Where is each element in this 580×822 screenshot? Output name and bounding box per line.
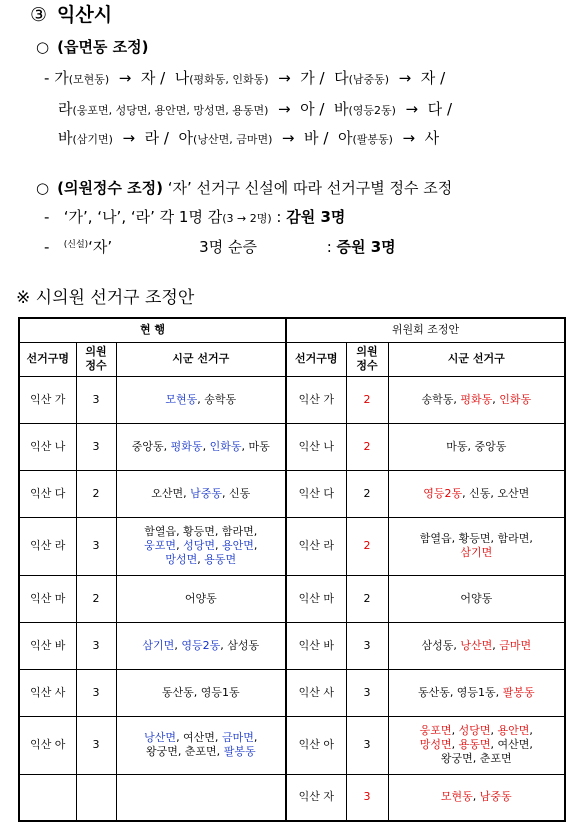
current-district-name: 익산 라 — [19, 517, 76, 575]
area-name: , 여산면, — [490, 738, 533, 751]
district-letter: 나 — [174, 69, 190, 87]
area-name: 성당면 — [458, 724, 491, 737]
col-seats: 의원 정수 — [76, 342, 116, 376]
dash: - — [44, 208, 50, 226]
adjust-line-1 — [44, 67, 445, 88]
new-tag: (신설) — [63, 240, 89, 250]
table-row — [19, 470, 565, 517]
district-letter: 바 — [304, 129, 319, 147]
area-name: 어양동 — [184, 591, 217, 605]
circle-bullet: ○ — [36, 38, 50, 56]
area-name: 오산면, — [151, 486, 191, 500]
district-letter: 바 — [58, 129, 73, 147]
section-heading — [30, 0, 112, 27]
arrow: → — [278, 100, 291, 118]
area-name: 남중동 — [479, 790, 512, 804]
area-name: 평화동 — [460, 392, 493, 406]
area-name: , — [253, 731, 258, 744]
seats-reduction-detail: (3 → 2명) — [222, 212, 272, 225]
area-name: 삼성동, — [421, 638, 461, 652]
district-letter: 자 — [420, 69, 436, 87]
current-district-name: 익산 나 — [19, 423, 76, 470]
current-seats: 3 — [76, 669, 116, 716]
district-detail: (영등2동) — [348, 104, 396, 117]
header-proposed: 위원회 조정안 — [286, 318, 565, 342]
area-name: 왕궁면, 춘포면 — [440, 752, 512, 765]
area-name: 인화동 — [209, 439, 242, 453]
seats-increase-text: 3명 순증 — [199, 238, 257, 256]
district-detail: (평화동, 인화동) — [189, 73, 269, 86]
area-name: 모현동 — [165, 392, 198, 406]
district-letter: 바 — [334, 100, 349, 118]
area-name: 팔봉동 — [223, 745, 256, 758]
table-row — [19, 669, 565, 716]
area-name: 금마면 — [221, 731, 254, 744]
area-name: 삼기면 — [142, 638, 175, 652]
colon: : — [276, 208, 282, 226]
separator: / — [319, 69, 325, 87]
district-detail: (모현동) — [68, 73, 110, 86]
district-detail: (남중동) — [348, 73, 390, 86]
district-letter: 아 — [300, 100, 315, 118]
current-areas — [116, 517, 286, 575]
current-district-name: 익산 바 — [19, 622, 76, 669]
table-row — [19, 423, 565, 470]
proposed-district-name: 익산 자 — [286, 774, 346, 821]
area-name: 용동면 — [458, 738, 491, 751]
district-letter: 자 — [140, 69, 156, 87]
area-name: 남중동 — [190, 486, 223, 500]
table-row — [19, 376, 565, 423]
area-name: 낭산면 — [144, 731, 177, 744]
current-areas — [116, 423, 286, 470]
separator: / — [163, 129, 169, 147]
col-district-name: 선거구명 — [286, 342, 346, 376]
proposed-seats: 2 — [346, 575, 388, 622]
area-name: 삼기면 — [460, 546, 493, 559]
area-name: , 삼성동 — [220, 638, 260, 652]
proposed-areas — [388, 423, 565, 470]
area-name: , — [490, 724, 498, 737]
area-name: , — [214, 539, 222, 552]
separator: / — [323, 129, 329, 147]
area-name: 동산동, 영등1동, — [417, 685, 503, 699]
current-district-name: 익산 가 — [19, 376, 76, 423]
arrow: → — [281, 129, 295, 147]
proposed-seats: 3 — [346, 622, 388, 669]
district-table — [18, 317, 566, 822]
seats-reduction-result: 감원 3명 — [286, 208, 346, 226]
district-letter: 가 — [54, 69, 69, 87]
colon: : — [326, 238, 332, 256]
separator: / — [440, 69, 446, 87]
separator: / — [160, 69, 166, 87]
sub-heading-adjust — [36, 36, 148, 57]
current-seats: 3 — [76, 716, 116, 774]
district-letter: 라 — [144, 129, 160, 147]
adjust-line-3 — [58, 127, 439, 148]
proposed-seats: 2 — [346, 517, 388, 575]
current-seats: 3 — [76, 376, 116, 423]
current-district-name: 익산 사 — [19, 669, 76, 716]
area-name: 영등2동 — [423, 486, 463, 500]
seats-line-1 — [44, 206, 345, 227]
area-name: , — [492, 638, 500, 652]
section-title: 익산시 — [57, 4, 113, 26]
arrow: → — [278, 69, 291, 87]
proposed-seats: 3 — [346, 774, 388, 821]
area-name: 팔봉동 — [502, 685, 535, 699]
dash: - — [44, 238, 50, 256]
area-name: 왕궁면, 춘포면, — [145, 745, 224, 758]
district-letter: 아 — [337, 129, 353, 147]
area-name: 동산동, 영등1동 — [161, 685, 240, 699]
proposed-district-name: 익산 나 — [286, 423, 346, 470]
proposed-seats: 3 — [346, 716, 388, 774]
area-name: , 신동, 오산면 — [462, 486, 530, 500]
area-name: , — [472, 790, 480, 804]
district-letter: 가 — [300, 69, 315, 87]
area-name: 중앙동, — [131, 439, 171, 453]
district-letter: 아 — [178, 129, 194, 147]
proposed-areas — [388, 517, 565, 575]
reference-title — [16, 283, 194, 308]
area-name: 웅포면 — [144, 539, 177, 552]
area-name: , — [492, 392, 500, 406]
separator: / — [319, 100, 325, 118]
arrow: → — [402, 129, 416, 147]
col-district-name: 선거구명 — [19, 342, 76, 376]
current-district-name — [19, 774, 76, 821]
area-name: 마동, 중앙동 — [446, 439, 507, 453]
area-name: , — [174, 638, 182, 652]
table-row — [19, 716, 565, 774]
col-seats: 의원 정수 — [346, 342, 388, 376]
district-detail: (낭산면, 금마면) — [193, 133, 273, 146]
section-number: ③ — [30, 4, 48, 26]
proposed-areas — [388, 622, 565, 669]
seats-line-2 — [44, 236, 396, 257]
proposed-areas — [388, 575, 565, 622]
table-body — [19, 376, 565, 821]
current-areas — [116, 470, 286, 517]
area-name: , — [529, 724, 533, 737]
proposed-seats: 2 — [346, 376, 388, 423]
table-row — [19, 622, 565, 669]
separator: / — [446, 100, 452, 118]
current-seats — [76, 774, 116, 821]
current-areas — [116, 716, 286, 774]
table-row — [19, 774, 565, 821]
current-areas — [116, 622, 286, 669]
proposed-district-name: 익산 아 — [286, 716, 346, 774]
table-row — [19, 517, 565, 575]
area-name: 용안면 — [497, 724, 530, 737]
area-name: , — [451, 738, 459, 751]
current-district-name: 익산 마 — [19, 575, 76, 622]
seats-increase-result: 증원 3명 — [336, 238, 396, 256]
proposed-areas — [388, 716, 565, 774]
proposed-district-name: 익산 마 — [286, 575, 346, 622]
area-name: 금마면 — [499, 638, 532, 652]
arrow: → — [122, 129, 136, 147]
col-areas: 시군 선거구 — [388, 342, 565, 376]
header-current: 현 행 — [19, 318, 286, 342]
area-name: 용안면 — [221, 539, 254, 552]
area-name: 망성면 — [419, 738, 452, 751]
arrow: → — [118, 69, 132, 87]
sub-heading-adjust-title: (읍면동 조정) — [57, 38, 149, 56]
proposed-district-name: 익산 다 — [286, 470, 346, 517]
sub-heading-seats — [36, 177, 452, 198]
proposed-areas — [388, 470, 565, 517]
proposed-district-name: 익산 라 — [286, 517, 346, 575]
area-name: , 송학동 — [197, 392, 237, 406]
arrow: → — [405, 100, 419, 118]
current-seats: 3 — [76, 517, 116, 575]
area-name: , 신동 — [222, 486, 251, 500]
adjust-line-2 — [58, 98, 452, 119]
current-district-name: 익산 다 — [19, 470, 76, 517]
area-name: 영등2동 — [181, 638, 221, 652]
area-name: 웅포면 — [419, 724, 452, 737]
area-name: 모현동 — [440, 790, 473, 804]
current-areas — [116, 669, 286, 716]
proposed-district-name: 익산 사 — [286, 669, 346, 716]
district-detail: (웅포면, 성당면, 용안면, 망성면, 용동면) — [72, 104, 269, 117]
area-name: , — [197, 553, 205, 566]
area-name: 함열읍, 황등면, 함라면, — [144, 525, 258, 538]
area-name: 어양동 — [460, 591, 493, 605]
circle-bullet: ○ — [36, 179, 50, 197]
area-name: , — [253, 539, 258, 552]
proposed-seats: 2 — [346, 470, 388, 517]
district-letter: 다 — [427, 100, 443, 118]
new-district-name: ‘자’ — [88, 238, 113, 256]
proposed-seats: 3 — [346, 669, 388, 716]
col-areas: 시군 선거구 — [116, 342, 286, 376]
current-district-name: 익산 아 — [19, 716, 76, 774]
seats-reduction-text: ‘가’, ‘나’, ‘라’ 각 1명 감 — [63, 208, 223, 226]
proposed-district-name: 익산 가 — [286, 376, 346, 423]
area-name: , 마동 — [241, 439, 270, 453]
current-seats: 3 — [76, 622, 116, 669]
sub-heading-seats-text: ‘자’ 선거구 신설에 따라 선거구별 정수 조정 — [167, 179, 453, 197]
area-name: , — [451, 724, 459, 737]
area-name: 함열읍, 황등면, 함라면, — [419, 532, 533, 545]
dash: - — [44, 69, 50, 87]
area-name: , — [176, 539, 184, 552]
current-seats: 3 — [76, 423, 116, 470]
table-row — [19, 575, 565, 622]
reference-mark: ※ — [16, 288, 31, 308]
area-name: 낭산면 — [460, 638, 493, 652]
area-name: 인화동 — [499, 392, 532, 406]
proposed-areas — [388, 669, 565, 716]
district-letter: 사 — [424, 129, 440, 147]
area-name: 송학동, — [421, 392, 461, 406]
area-name: , — [202, 439, 210, 453]
current-areas — [116, 774, 286, 821]
area-name: 성당면 — [183, 539, 215, 552]
area-name: 평화동 — [170, 439, 203, 453]
proposed-district-name: 익산 바 — [286, 622, 346, 669]
proposed-areas — [388, 376, 565, 423]
current-seats: 2 — [76, 575, 116, 622]
current-areas — [116, 376, 286, 423]
district-letter: 라 — [58, 100, 73, 118]
arrow: → — [398, 69, 412, 87]
reference-title-text: 시의원 선거구 조정안 — [35, 288, 195, 308]
district-letter: 다 — [334, 69, 349, 87]
district-detail: (팔봉동) — [352, 133, 393, 146]
area-name: , 여산면, — [176, 731, 222, 744]
area-name: 용동면 — [204, 553, 237, 566]
proposed-seats: 2 — [346, 423, 388, 470]
current-seats: 2 — [76, 470, 116, 517]
district-detail: (삼기면) — [72, 133, 113, 146]
area-name: 망성면 — [165, 553, 198, 566]
proposed-areas — [388, 774, 565, 821]
current-areas — [116, 575, 286, 622]
sub-heading-seats-title: (의원정수 조정) — [57, 179, 163, 197]
